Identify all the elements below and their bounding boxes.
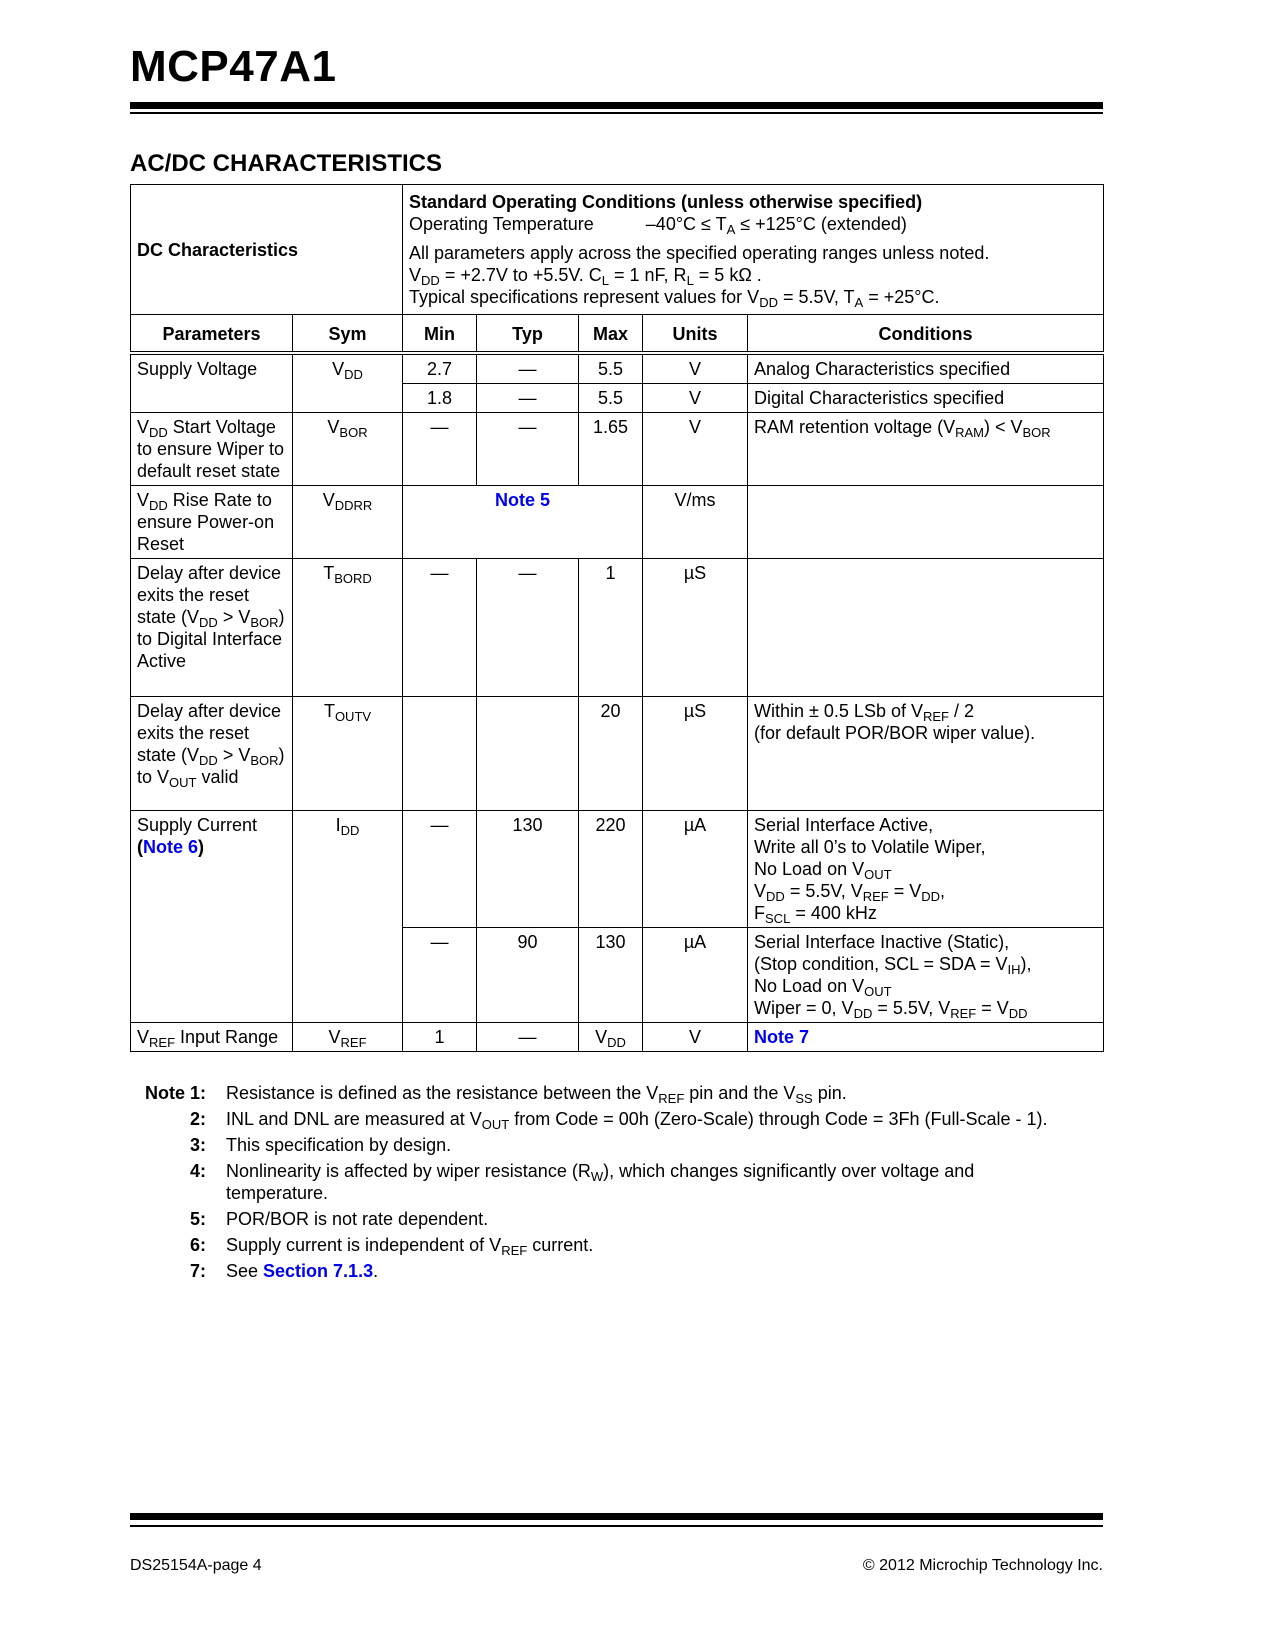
cell-typ: —: [477, 413, 579, 486]
cell-min: —: [403, 928, 477, 1023]
operating-temperature-line: [409, 213, 1097, 235]
op-temp-label: Operating Temperature: [409, 214, 594, 234]
sym-idd: $I_{DD}$: [293, 811, 403, 1023]
cell-units: µS: [643, 697, 748, 811]
cell-typ: 90: [477, 928, 579, 1023]
section-7-1-3-link[interactable]: Section 7.1.3: [263, 1261, 374, 1281]
cell-conditions: [748, 559, 1104, 697]
sym-tbord: $T_{BORD}$: [293, 559, 403, 697]
col-conditions: Conditions: [748, 315, 1104, 354]
cell-conditions: Analog Characteristics specified: [748, 353, 1104, 384]
cell-typ: —: [477, 1023, 579, 1052]
sym-vddrr: $V_{DDRR}$: [293, 486, 403, 559]
col-typ: Typ: [477, 315, 579, 354]
param-vdd-rise-rate: $V_{DD}$ Rise Rate to ensure Power-on Reset: [131, 486, 293, 559]
param-supply-current: Supply Current (Note 6): [131, 811, 293, 1023]
dc-characteristics-label: DC Characteristics: [131, 185, 403, 315]
footer-rule-thick: [130, 1513, 1103, 1520]
cell-max: 1: [579, 559, 643, 697]
cell-typ: —: [477, 384, 579, 413]
typical-spec-line: Typical specifications represent values for $V_{DD} = 5.5V$, $T_A = +25^\circ C$.: [409, 287, 940, 310]
vdd-range-line: $V_{DD} = +2.7V$ to +5.5V. $C_L = 1$ nF, $R_L = 5$ kΩ .: [409, 265, 762, 288]
footer-page-number: DS25154A-page 4: [130, 1557, 262, 1574]
cell-units: µA: [643, 811, 748, 928]
col-max: Max: [579, 315, 643, 354]
sym-vref: $V_{REF}$: [293, 1023, 403, 1052]
cell-min: —: [403, 811, 477, 928]
table-row: [131, 353, 1104, 384]
op-temp-a: –40°C ≤ T: [645, 214, 727, 234]
cell-units: µA: [643, 928, 748, 1023]
param-delay-digital-interface: Delay after device exits the reset state $(V_{DD} > V_{BOR})$ to Digital Interface Active: [131, 559, 293, 697]
cell-typ: —: [477, 559, 579, 697]
param-vref-input-range: $V_{REF}$ Input Range: [131, 1023, 293, 1052]
param-delay-vout-valid: Delay after device exits the reset state $(V_{DD} > V_{BOR})$ to $V_{OUT}$ valid: [131, 697, 293, 811]
footer-copyright: © 2012 Microchip Technology Inc.: [862, 1557, 1103, 1574]
cell-typ: 130: [477, 811, 579, 928]
table-row: [131, 559, 1104, 697]
cell-max: 5.5: [579, 353, 643, 384]
param-supply-voltage: Supply Voltage: [131, 353, 293, 413]
cell-max: 130: [579, 928, 643, 1023]
cell-conditions: Digital Characteristics specified: [748, 384, 1104, 413]
standard-operating-conditions: [403, 185, 1104, 315]
cell-min: 1: [403, 1023, 477, 1052]
cell-conditions: [748, 486, 1104, 559]
op-temp-b: ≤ +125°C (extended): [735, 214, 907, 234]
ac-dc-characteristics-table: [130, 184, 1104, 1052]
document-title: MCP47A1: [130, 42, 337, 91]
cell-max: 5.5: [579, 384, 643, 413]
cell-min: 2.7: [403, 353, 477, 384]
sym-vbor: $V_{BOR}$: [293, 413, 403, 486]
header-rule-thick: [130, 102, 1103, 109]
all-params-line: All parameters apply across the specified operating ranges unless noted.: [409, 243, 990, 263]
cell-units: V: [643, 1023, 748, 1052]
op-temp-sub: A: [726, 222, 736, 237]
cell-max: 20: [579, 697, 643, 811]
column-header-row: [131, 315, 1104, 354]
cell-conditions: Serial Interface Inactive (Static), (Stop condition, SCL = SDA = $V_{IH}$), No Load on $V_{OUT}$ Wiper = 0, $V_{DD} = 5.5V$, $V_{REF} = V_{DD}$: [748, 928, 1104, 1023]
note-5-link[interactable]: Note 5: [403, 486, 643, 559]
param-vdd-start-voltage: $V_{DD}$ Start Voltage to ensure Wiper to default reset state: [131, 413, 293, 486]
table-row: [131, 811, 1104, 928]
cell-units: µS: [643, 559, 748, 697]
sym-toutv: $T_{OUTV}$: [293, 697, 403, 811]
table-row: [131, 1023, 1104, 1052]
std-title: Standard Operating Conditions (unless otherwise specified): [409, 192, 923, 212]
cell-min: [403, 697, 477, 811]
section-title: AC/DC CHARACTERISTICS: [130, 150, 442, 177]
col-min: Min: [403, 315, 477, 354]
cell-typ: [477, 697, 579, 811]
col-parameters: Parameters: [131, 315, 293, 354]
cell-units: V: [643, 353, 748, 384]
cell-conditions: Serial Interface Active, Write all 0’s to Volatile Wiper, No Load on $V_{OUT}$ $V_{DD} = 5.5V$, $V_{REF} = V_{DD}$, $F_{SCL} = 400$ kHz: [748, 811, 1104, 928]
cell-min: —: [403, 413, 477, 486]
cell-units: V: [643, 413, 748, 486]
cell-typ: —: [477, 353, 579, 384]
cell-conditions: Within ± 0.5 LSb of $V_{REF} / 2$ (for default POR/BOR wiper value).: [748, 697, 1104, 811]
conditions-row: [131, 185, 1104, 315]
cell-max: 220: [579, 811, 643, 928]
cell-units: V/ms: [643, 486, 748, 559]
table-row: [131, 486, 1104, 559]
table-row: [131, 697, 1104, 811]
col-units: Units: [643, 315, 748, 354]
note-6-link[interactable]: Note 6: [143, 837, 199, 857]
cell-max: $V_{DD}$: [579, 1023, 643, 1052]
table-row: [131, 413, 1104, 486]
cell-conditions: RAM retention voltage $(V_{RAM}) < V_{BOR}$: [748, 413, 1104, 486]
note-7-link[interactable]: Note 7: [748, 1023, 1104, 1052]
col-sym: Sym: [293, 315, 403, 354]
cell-max: 1.65: [579, 413, 643, 486]
cell-units: V: [643, 384, 748, 413]
cell-min: 1.8: [403, 384, 477, 413]
header-rule-thin: [130, 112, 1103, 114]
footer-rule-thin: [130, 1525, 1103, 1527]
sym-vdd: $V_{DD}$: [293, 353, 403, 413]
cell-min: —: [403, 559, 477, 697]
